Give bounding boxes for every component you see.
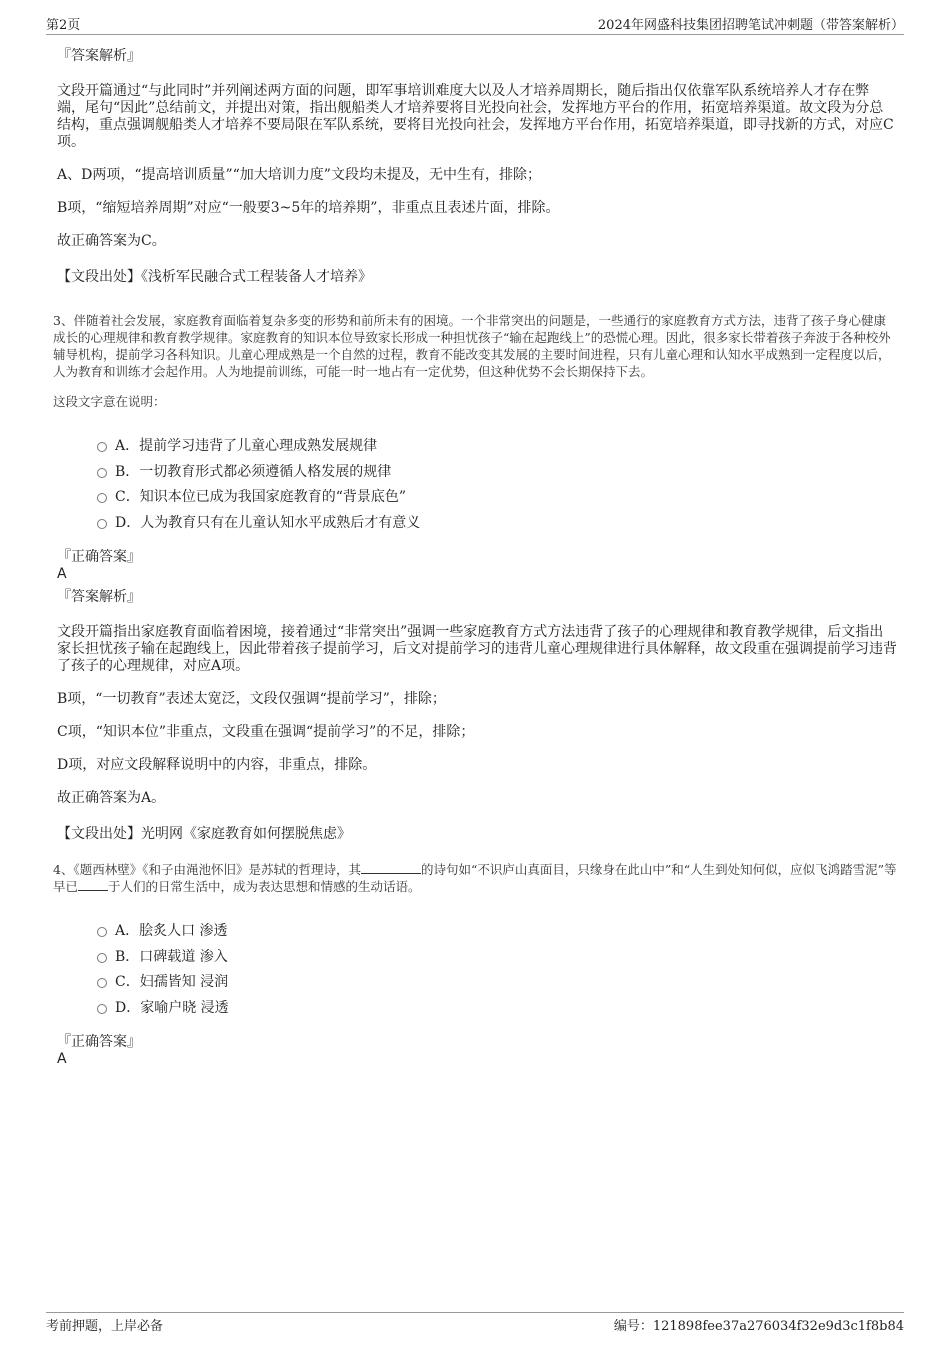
question-stem: 4、《题西林壁》《和子由渑池怀旧》是苏轼的哲理诗，其 的诗句如“不识庐山真面目，只缘身在此山中”和“人生到处知何似，应似飞鸿踏雪泥”等早已 于人们的日常生活中，成为表达思想和情感的生动话语。 [53, 862, 897, 894]
radio-icon[interactable] [97, 978, 107, 988]
option-d[interactable]: D．家喻户晓 浸透 [97, 996, 897, 1022]
analysis-paragraph: 文段开篇通过“与此同时”并列阐述两方面的问题，即军事培训难度大以及人才培养周期长，随后指出仅依靠军队系统培养人才存在弊端，尾句“因此”总结前文，并提出对策，指出舰船类人才培养要将目光投向社会，发挥地方平台的作用，拓宽培养渠道。故文段为分总结构，重点强调舰船类人才培养不要局限在军队系统，要将目光投向社会，发挥地方平台作用，拓宽培养渠道，即寻找新的方式，对应C项。 [57, 83, 894, 150]
analysis-paragraph: C项，“知识本位”非重点，文段重在强调“提前学习”的不足，排除； [57, 724, 475, 740]
radio-icon[interactable] [97, 953, 107, 963]
option-c[interactable]: C．妇孺皆知 浸润 [97, 970, 897, 996]
analysis-paragraph: 故正确答案为C。 [57, 233, 166, 249]
analysis-label: 『答案解析』 [57, 589, 141, 605]
answer-value: A [57, 566, 67, 582]
page-content [53, 45, 897, 1071]
answer-label: 『正确答案』 [57, 1034, 141, 1050]
option-d[interactable]: D．人为教育只有在儿童认知水平成熟后才有意义 [97, 511, 897, 537]
radio-icon[interactable] [97, 1004, 107, 1014]
source-citation: 【文段出处】《浅析军民融合式工程装备人才培养》 [57, 269, 372, 285]
radio-icon[interactable] [97, 927, 107, 937]
page-header [46, 14, 904, 35]
document-code: 编号：121898fee37a276034f32e9d3c1f8b84 [613, 1319, 904, 1334]
answer-value: A [57, 1051, 67, 1067]
option-a[interactable]: A．脍炙人口 渗透 [97, 919, 897, 945]
radio-icon[interactable] [97, 519, 107, 529]
answer-label: 『正确答案』 [57, 549, 141, 565]
option-list [97, 434, 897, 536]
option-b[interactable]: B．一切教育形式都必须遵循人格发展的规律 [97, 460, 897, 486]
option-a[interactable]: A．提前学习违背了儿童心理成熟发展规律 [97, 434, 897, 460]
option-list [97, 919, 897, 1021]
radio-icon[interactable] [97, 493, 107, 503]
question-prompt: 这段文字意在说明： [53, 394, 166, 409]
page-footer [46, 1312, 904, 1333]
analysis-paragraph: B项，“一切教育”表述太宽泛，文段仅强调“提前学习”，排除； [57, 691, 446, 707]
footer-slogan: 考前押题，上岸必备 [46, 1319, 164, 1334]
radio-icon[interactable] [97, 442, 107, 452]
fill-blank [78, 878, 108, 891]
analysis-paragraph: 故正确答案为A。 [57, 790, 166, 806]
analysis-label: 『答案解析』 [57, 48, 141, 64]
source-citation: 【文段出处】光明网《家庭教育如何摆脱焦虑》 [57, 826, 351, 842]
page-number: 第2页 [46, 18, 81, 33]
analysis-paragraph: 文段开篇指出家庭教育面临着困境，接着通过“非常突出”强调一些家庭教育方式方法违背了孩子的心理规律和教育教学规律，后文指出家长担忧孩子输在起跑线上，因此带着孩子提前学习，后文对提前学习的违背儿童心理规律进行具体解释，故文段重在强调提前学习违背了孩子的心理规律，对应A项。 [57, 624, 897, 674]
option-b[interactable]: B．口碑载道 渗入 [97, 945, 897, 971]
question-stem: 3、伴随着社会发展，家庭教育面临着复杂多变的形势和前所未有的困境。一个非常突出的问题是，一些通行的家庭教育方式方法，违背了孩子身心健康成长的心理规律和教育教学规律。家庭教育的知识本位导致家长形成一种担忧孩子“输在起跑线上”的恐慌心理。因此，很多家长带着孩子奔波于各种校外辅导机构，提前学习各科知识。儿童心理成熟是一个自然的过程，教育不能改变其发展的主要时间进程，只有儿童心理和认知水平成熟到一定程度以后，人为教育和训练才会起作用。人为地提前训练，可能一时一地占有一定优势，但这种优势不会长期保持下去。 [53, 313, 891, 379]
option-c[interactable]: C．知识本位已成为我国家庭教育的“背景底色” [97, 485, 897, 511]
fill-blank [361, 861, 421, 874]
analysis-paragraph: B项，“缩短培养周期”对应“一般要3~5年的培养期”，非重点且表述片面，排除。 [57, 200, 560, 216]
analysis-paragraph: D项，对应文段解释说明中的内容，非重点，排除。 [57, 757, 377, 773]
radio-icon[interactable] [97, 468, 107, 478]
analysis-paragraph: A、D两项，“提高培训质量”“加大培训力度”文段均未提及，无中生有，排除； [57, 167, 541, 183]
document-title: 2024年网盛科技集团招聘笔试冲刺题（带答案解析） [597, 18, 904, 33]
